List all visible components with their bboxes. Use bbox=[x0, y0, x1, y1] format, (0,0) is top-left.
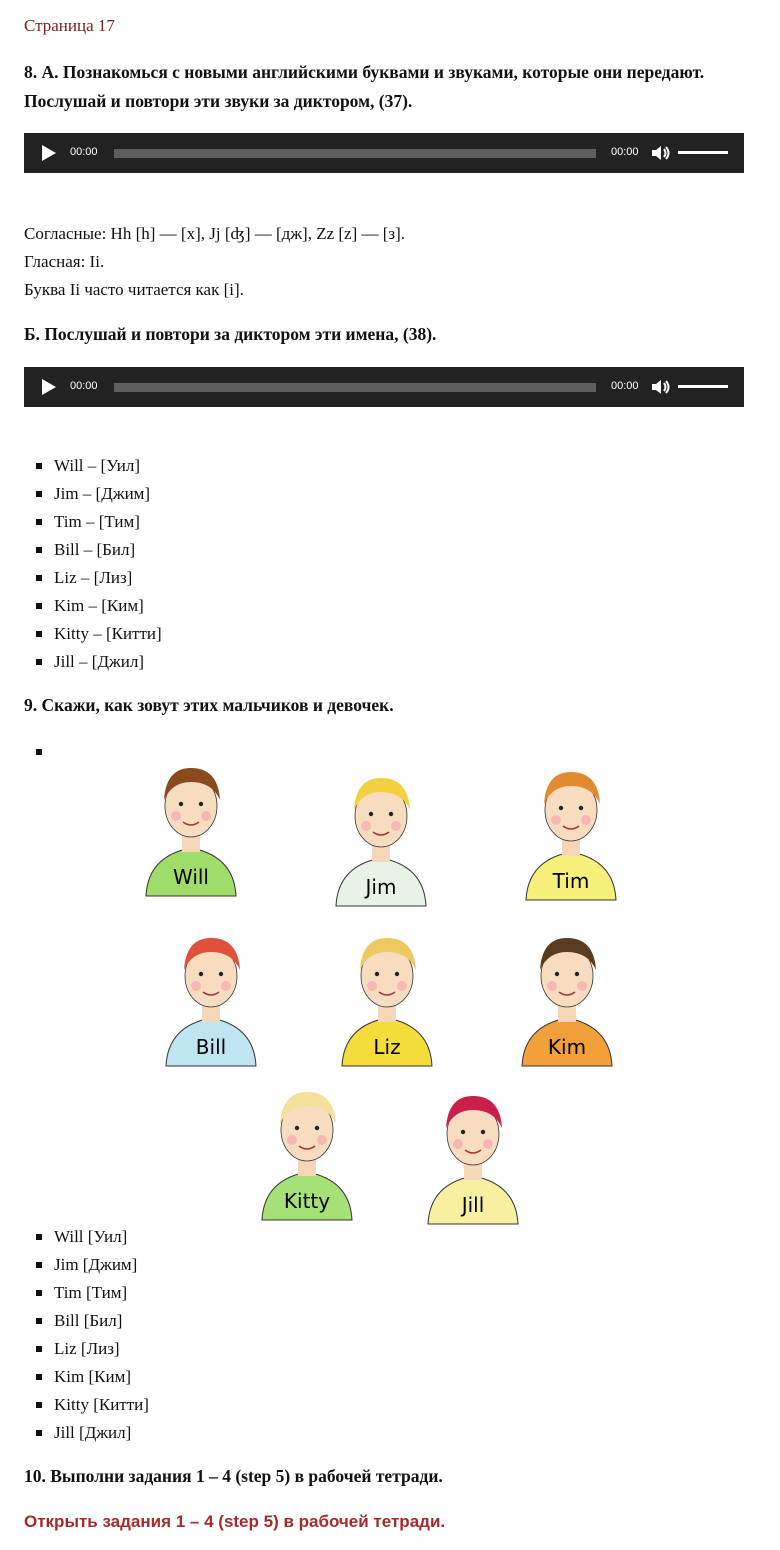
volume-icon[interactable] bbox=[650, 143, 672, 163]
child-name-label: Kitty bbox=[283, 1189, 331, 1213]
child-name-label: Tim bbox=[552, 869, 590, 893]
list-item: Kim [Ким] bbox=[54, 1363, 149, 1391]
list-bullet bbox=[36, 749, 42, 755]
list-item: Tim [Тим] bbox=[54, 1279, 149, 1307]
consonants-line: Согласные: Hh [h] — [х], Jj [ʤ] — [дж], Zz [z] — [з]. bbox=[24, 224, 406, 243]
names-list bbox=[54, 452, 162, 676]
list-item: Liz – [Лиз] bbox=[54, 564, 162, 592]
child-portrait bbox=[332, 918, 442, 1068]
list-item: Kim – [Ким] bbox=[54, 592, 162, 620]
letter-i-line: Буква Ii часто читается как [i]. bbox=[24, 280, 244, 299]
list-item: Jim [Джим] bbox=[54, 1251, 149, 1279]
page-title: Страница 17 bbox=[24, 16, 115, 35]
list-item: Will [Уил] bbox=[54, 1223, 149, 1251]
seek-bar[interactable] bbox=[114, 383, 596, 392]
task8-heading: 8. А. Познакомься с новыми английскими буквами и звуками, которые они передают. Послушай и повтори эти звуки за диктором, (37). bbox=[24, 62, 705, 111]
list-item: Tim – [Тим] bbox=[54, 508, 162, 536]
volume-icon[interactable] bbox=[650, 377, 672, 397]
list-item: Jill [Джил] bbox=[54, 1419, 149, 1447]
audio-player-38[interactable] bbox=[24, 367, 744, 407]
child-portrait bbox=[136, 748, 246, 898]
list-item: Liz [Лиз] bbox=[54, 1335, 149, 1363]
current-time: 00:00 bbox=[70, 380, 98, 392]
child-name-label: Kim bbox=[547, 1035, 587, 1059]
current-time: 00:00 bbox=[70, 146, 98, 158]
workbook-link[interactable]: Открыть задания 1 – 4 (step 5) в рабочей тетради. bbox=[24, 1512, 446, 1531]
child-portrait bbox=[512, 918, 622, 1068]
play-icon[interactable] bbox=[42, 145, 56, 161]
child-name-label: Bill bbox=[195, 1035, 227, 1059]
task10-heading: 10. Выполни задания 1 – 4 (step 5) в рабочей тетради. bbox=[24, 1466, 443, 1486]
duration: 00:00 bbox=[611, 146, 639, 158]
child-name-label: Jim bbox=[365, 875, 397, 899]
child-portrait bbox=[326, 758, 436, 908]
play-icon[interactable] bbox=[42, 379, 56, 395]
child-name-label: Will bbox=[172, 865, 210, 889]
child-portrait bbox=[418, 1076, 528, 1226]
task9-heading: 9. Скажи, как зовут этих мальчиков и девочек. bbox=[24, 695, 394, 715]
child-portrait bbox=[516, 752, 626, 902]
list-item: Jill – [Джил] bbox=[54, 648, 162, 676]
child-name-label: Jill bbox=[461, 1193, 485, 1217]
list-item: Kitty [Китти] bbox=[54, 1391, 149, 1419]
answers-list bbox=[54, 1223, 149, 1447]
task8b-heading: Б. Послушай и повтори за диктором эти имена, (38). bbox=[24, 324, 437, 344]
child-portrait bbox=[156, 918, 266, 1068]
audio-player-37[interactable] bbox=[24, 133, 744, 173]
duration: 00:00 bbox=[611, 380, 639, 392]
vowel-line: Гласная: Ii. bbox=[24, 252, 105, 271]
list-item: Bill – [Бил] bbox=[54, 536, 162, 564]
volume-slider[interactable] bbox=[678, 385, 728, 388]
child-name-label: Liz bbox=[373, 1035, 401, 1059]
list-item: Kitty – [Китти] bbox=[54, 620, 162, 648]
child-portrait bbox=[252, 1072, 362, 1222]
list-item: Will – [Уил] bbox=[54, 452, 162, 480]
list-item: Bill [Бил] bbox=[54, 1307, 149, 1335]
volume-slider[interactable] bbox=[678, 151, 728, 154]
list-item: Jim – [Джим] bbox=[54, 480, 162, 508]
seek-bar[interactable] bbox=[114, 149, 596, 158]
